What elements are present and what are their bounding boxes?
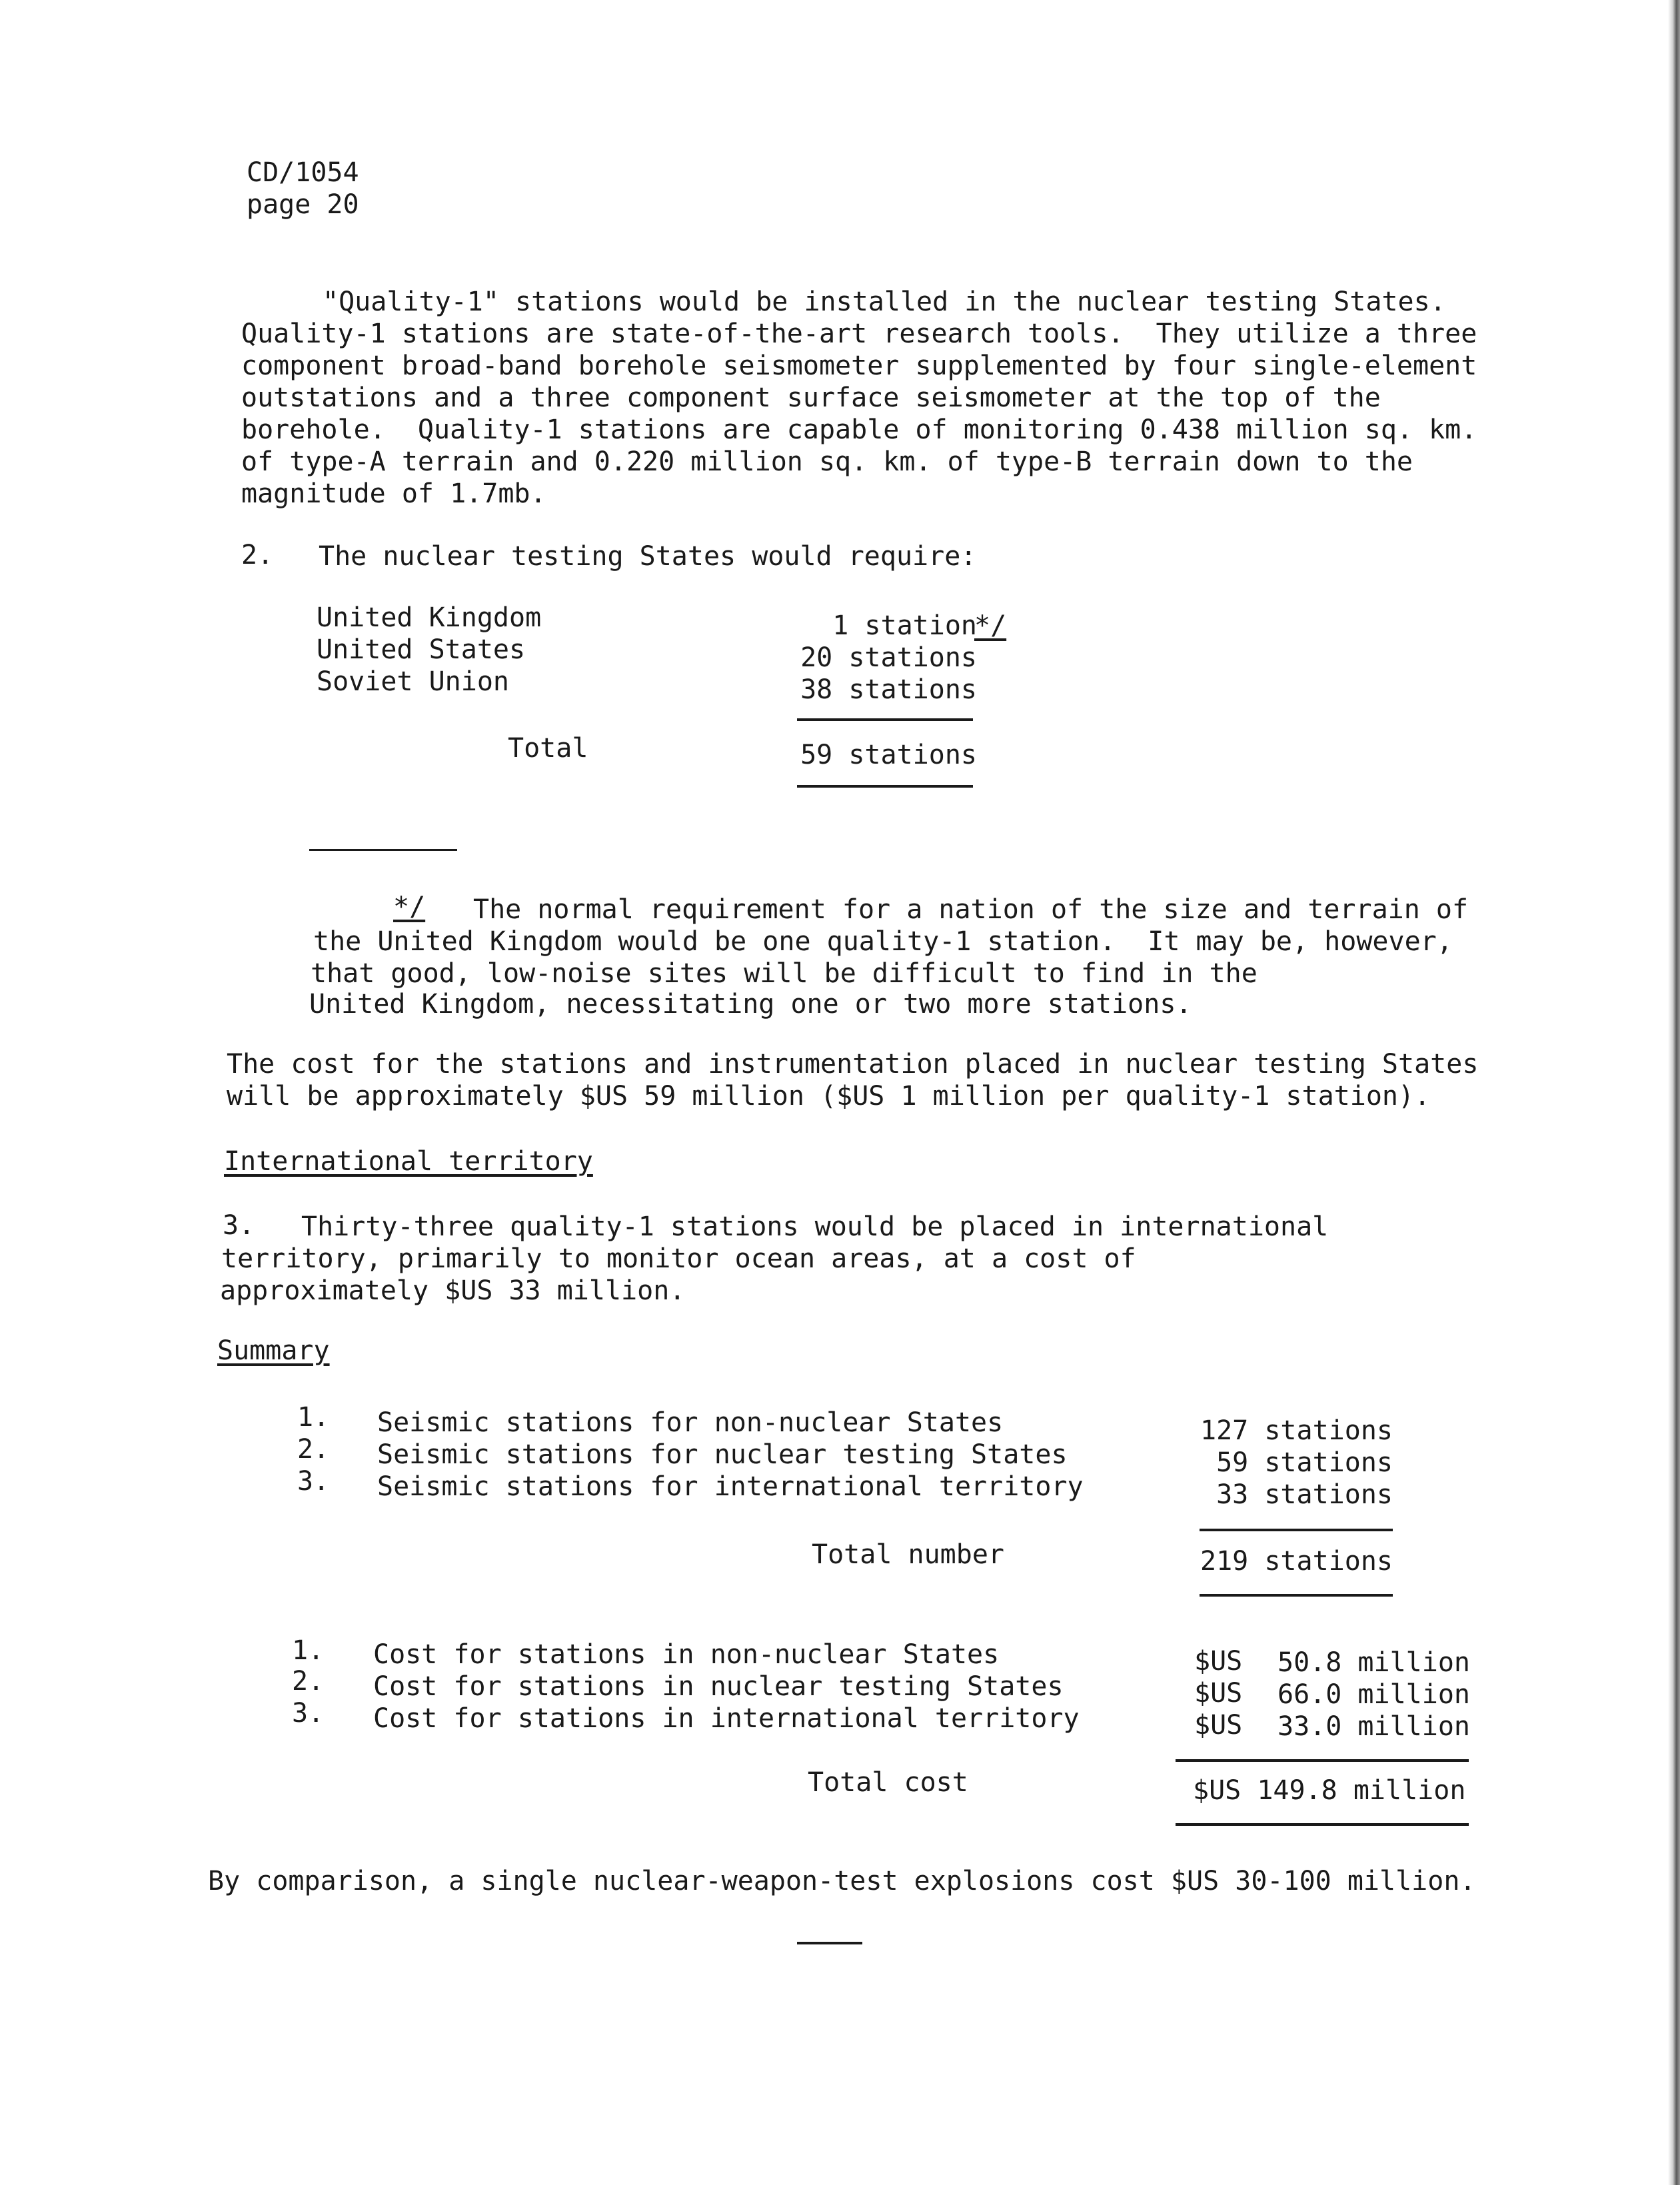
para2-text: The nuclear testing States would require: — [319, 541, 977, 572]
total-value: 59 stations — [800, 740, 977, 770]
summary-heading: Summary — [217, 1335, 330, 1366]
station-row-1-num: 1. — [297, 1402, 330, 1433]
station-row-2-num: 2. — [297, 1434, 330, 1465]
intl-heading: International territory — [224, 1146, 593, 1177]
country-uk: United Kingdom — [317, 602, 542, 633]
footnote-mark: */ — [393, 892, 426, 922]
value-ussr: 38 stations — [800, 674, 977, 705]
cost-row-2-label: Cost for stations in nuclear testing States — [373, 1671, 1064, 1702]
footnote-line-1: The normal requirement for a nation of the size and terrain of — [473, 894, 1469, 925]
cost-row-1-currency: $US — [1194, 1646, 1243, 1677]
cost-row-3-num: 3. — [292, 1698, 325, 1729]
total-label: Total — [508, 733, 588, 764]
intro-line-2: Quality-1 stations are state-of-the-art research tools. They utilize a three — [241, 319, 1477, 349]
cost-row-1-num: 1. — [292, 1635, 325, 1666]
cost-row-2-currency: $US — [1194, 1678, 1243, 1709]
scanned-page-edge — [1668, 0, 1680, 2185]
station-row-2-label: Seismic stations for nuclear testing States — [377, 1439, 1068, 1470]
stations-subtotal-rule — [1200, 1529, 1393, 1531]
footnote-line-4: United Kingdom, necessitating one or two more stations. — [309, 989, 1192, 1020]
closing-sentence: By comparison, a single nuclear-weapon-test explosions cost $US 30-100 million. — [208, 1866, 1476, 1896]
station-row-3-label: Seismic stations for international territory — [377, 1471, 1084, 1502]
cost-row-1-label: Cost for stations in non-nuclear States — [373, 1639, 1000, 1670]
total-cost-label: Total cost — [808, 1767, 968, 1798]
cost-row-2-amount: 66.0 million — [1277, 1679, 1470, 1710]
footnote-ref-mark: */ — [974, 610, 1007, 641]
intro-line-4: outstations and a three component surface seismometer at the top of the — [241, 382, 1381, 413]
intl-line-3: approximately $US 33 million. — [220, 1275, 686, 1306]
intro-line-7: magnitude of 1.7mb. — [241, 478, 546, 509]
total-number-label: Total number — [812, 1539, 1004, 1570]
station-row-1-value: 127 stations — [1200, 1415, 1393, 1446]
footnote-line-2: the United Kingdom would be one quality-1 station. It may be, however, — [313, 926, 1453, 957]
page-number: page 20 — [247, 189, 359, 220]
country-ussr: Soviet Union — [317, 666, 509, 697]
cost-row-2-num: 2. — [292, 1666, 325, 1697]
station-row-2-value: 59 stations — [1216, 1447, 1393, 1478]
document-id: CD/1054 — [247, 157, 359, 188]
cost-line-1: The cost for the stations and instrumentation placed in nuclear testing States — [227, 1049, 1479, 1080]
value-uk: 1 station — [832, 610, 977, 641]
end-rule — [797, 1942, 862, 1944]
country-us: United States — [317, 634, 526, 665]
intl-line-2: territory, primarily to monitor ocean areas, at a cost of — [221, 1243, 1136, 1274]
intro-line-5: borehole. Quality-1 stations are capable of monitoring 0.438 million sq. km. — [241, 414, 1477, 445]
para2-number: 2. — [241, 540, 274, 570]
station-row-1-label: Seismic stations for non-nuclear States — [377, 1407, 1004, 1438]
total-number-value: 219 stations — [1200, 1546, 1393, 1577]
intro-line-1: "Quality-1" stations would be installed in the nuclear testing States. — [323, 287, 1446, 317]
station-row-3-num: 3. — [297, 1466, 330, 1497]
intl-line-1: Thirty-three quality-1 stations would be placed in international — [301, 1211, 1329, 1242]
stations-total-rule — [1200, 1594, 1393, 1597]
costs-total-rule — [1176, 1823, 1469, 1826]
total-rule — [797, 785, 973, 788]
footnote-separator — [309, 849, 457, 851]
cost-row-3-label: Cost for stations in international territory — [373, 1703, 1080, 1734]
cost-row-3-currency: $US — [1194, 1710, 1243, 1741]
cost-row-3-amount: 33.0 million — [1277, 1711, 1470, 1742]
footnote-line-3: that good, low-noise sites will be difficult to find in the — [311, 958, 1258, 989]
subtotal-rule — [797, 718, 973, 721]
intro-line-3: component broad-band borehole seismometer supplemented by four single-element — [241, 351, 1477, 381]
intro-line-6: of type-A terrain and 0.220 million sq. km. of type-B terrain down to the — [241, 446, 1413, 477]
station-row-3-value: 33 stations — [1216, 1479, 1393, 1510]
cost-line-2: will be approximately $US 59 million ($US 1 million per quality-1 station). — [227, 1081, 1431, 1111]
cost-row-1-amount: 50.8 million — [1277, 1647, 1470, 1678]
costs-subtotal-rule — [1176, 1759, 1469, 1762]
intl-number: 3. — [223, 1210, 255, 1241]
total-cost-value: $US 149.8 million — [1193, 1775, 1466, 1806]
value-us: 20 stations — [800, 642, 977, 673]
